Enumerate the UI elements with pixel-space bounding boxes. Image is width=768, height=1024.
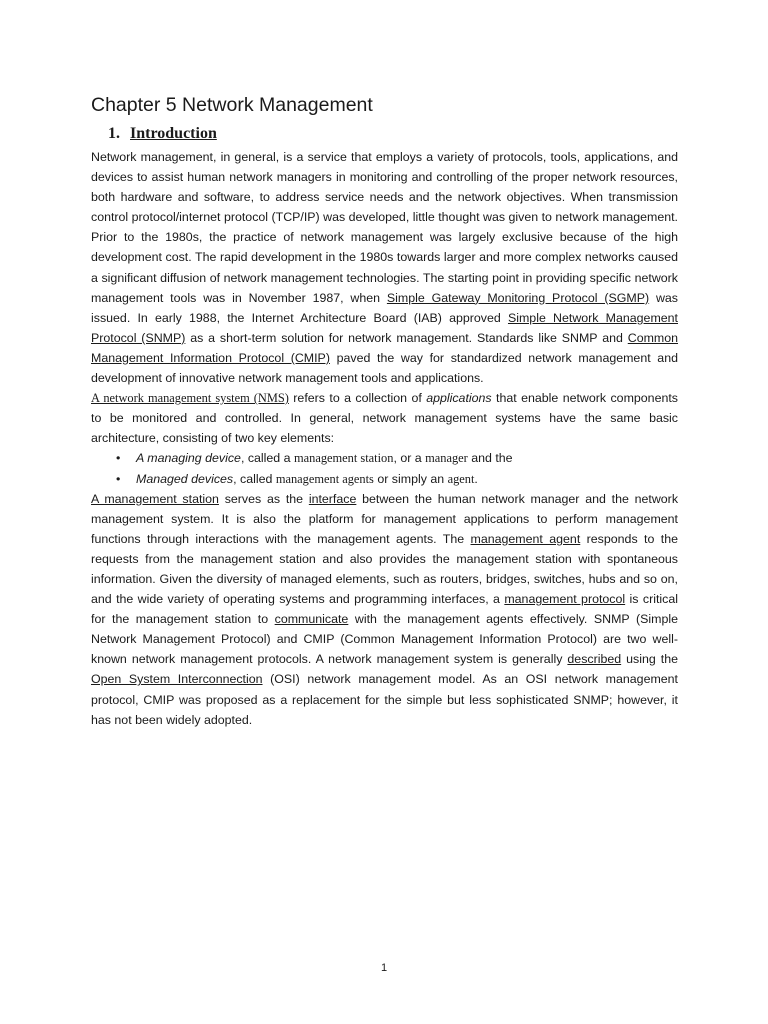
text-run: as a short-term solution for network management. Standards like SNMP and — [185, 330, 628, 345]
text-run: Network management, in general, is a service that employs a variety of protocols, tools, applications, and devices to assist human network managers in monitoring and controlling of the proper network resources, both hardware and software, to address service needs and the network objectives. When transmission control protocol/internet protocol (TCP/IP) was developed, little thought was given to network management. Prior to the 1980s, the practice of network management was largely exclusive because of the high development cost. The rapid development in the 1980s towards larger and more complex networks caused a significant diffusion of network management technologies. The starting point in providing specific network management tools was in November 1987, when — [91, 150, 678, 305]
text-run: responds to the requests from the management station and also provides the management station with spontaneous information. Given the diversity of managed elements, such as routers, bridges, switches, hubs and so on, and the wide variety of operating systems and programming interfaces, a — [91, 531, 678, 607]
text-run: , or a — [393, 451, 426, 466]
text-run: , called — [233, 471, 276, 486]
bullet-icon: • — [116, 451, 121, 466]
interface-link[interactable]: interface — [308, 491, 357, 506]
term-management-agents: management agents — [275, 471, 374, 486]
text-run: between the human network manager and the network management system. It is also the platform for management applications to perform management functions through interactions with the management agents. The — [91, 491, 679, 546]
emphasis-managed-devices: Managed devices — [136, 471, 234, 486]
term-agent: agent — [447, 471, 475, 486]
nms-link[interactable]: A network management system (NMS) — [91, 391, 289, 406]
chapter-title: Chapter 5 Network Management — [91, 94, 373, 116]
described-link[interactable]: described — [567, 652, 622, 667]
text-run: with the management agents effectively. SNMP (Simple Network Management Protocol) and CMIP (Common Management Information Protocol) are two well-known network management protocols. A network management system is generally — [91, 612, 678, 667]
section-number: 1. — [108, 125, 120, 142]
paragraph-management-station — [91, 489, 678, 730]
text-run: or simply an — [373, 471, 448, 486]
text-run: is critical for the management station to — [91, 592, 678, 627]
text-run: . — [474, 471, 478, 486]
text-run: (OSI) network management model. As an OSI network management protocol, CMIP was proposed as a replacement for the simple but less sophisticated SNMP; however, it has not been widely adopted. — [91, 672, 679, 727]
text-run: paved the way for standardized network management and development of innovative network management tools and applications. — [91, 350, 678, 386]
text-run: that enable network components to be monitored and controlled. In general, network management systems have the same basic architecture, consisting of two key elements: — [91, 391, 678, 446]
text-run: was issued. In early 1988, the Internet Architecture Board (IAB) approved — [91, 290, 678, 325]
emphasis-applications: applications — [426, 391, 492, 406]
text-run: and the — [467, 451, 513, 466]
cmip-link[interactable]: Common Management Information Protocol (CMIP) — [91, 330, 679, 365]
paragraph-nms — [91, 388, 678, 448]
page-number: 1 — [380, 962, 388, 974]
text-run: using the — [621, 652, 679, 667]
list-item — [91, 448, 678, 468]
term-manager: manager — [425, 451, 468, 466]
list-item — [91, 469, 678, 489]
communicate-link[interactable]: communicate — [274, 612, 349, 627]
osi-link[interactable]: Open System Interconnection — [91, 672, 263, 687]
key-elements-list — [91, 448, 678, 488]
term-management-station: management station — [293, 451, 394, 466]
section-heading — [108, 123, 678, 145]
management-protocol-link[interactable]: management protocol — [504, 592, 626, 607]
text-run: serves as the — [218, 491, 309, 506]
emphasis-managing-device: A managing device — [136, 451, 241, 466]
section-title: Introduction — [130, 125, 217, 142]
bullet-icon: • — [116, 471, 121, 486]
sgmp-link[interactable]: Simple Gateway Monitoring Protocol (SGMP) — [386, 290, 650, 305]
management-agent-link[interactable]: management agent — [470, 531, 581, 546]
text-run: , called a — [240, 451, 294, 466]
paragraph-introduction — [91, 147, 678, 388]
snmp-link[interactable]: Simple Network Management Protocol (SNMP) — [91, 310, 678, 345]
management-station-link[interactable]: A management station — [91, 491, 219, 506]
page-content — [91, 92, 678, 730]
text-run: refers to a collection of — [288, 391, 427, 406]
